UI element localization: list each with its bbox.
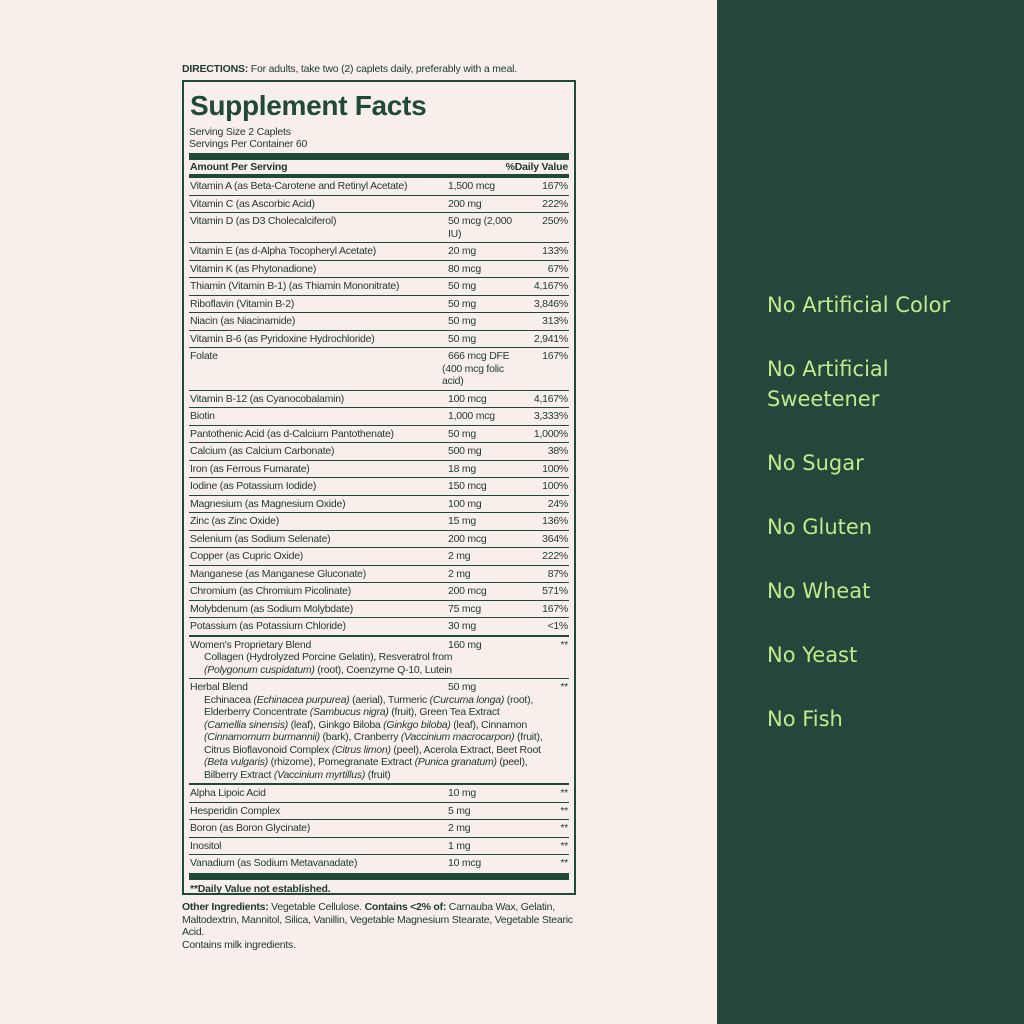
nutrient-name: Iron (as Ferrous Fumarate)	[190, 462, 310, 475]
nutrient-name: Alpha Lipoic Acid	[190, 787, 266, 799]
claim-item: No Artificial Sweetener	[767, 357, 889, 411]
nutrient-dv: 24%	[547, 497, 568, 510]
nutrient-name: Vitamin A (as Beta-Carotene and Retinyl Acetate)	[190, 180, 408, 192]
table-row	[189, 312, 569, 330]
herbal-blend-amount: 50 mg	[448, 681, 476, 693]
nutrient-dv: 67%	[547, 262, 568, 275]
table-row	[189, 565, 569, 583]
nutrient-name: Vitamin C (as Ascorbic Acid)	[190, 197, 315, 210]
claim-item: No Artificial Color	[767, 293, 951, 317]
nutrient-amount	[448, 498, 526, 511]
table-row	[189, 477, 569, 495]
herbal-text: (fruit), Green Tea Extract	[388, 706, 500, 718]
nutrient-name: Vanadium (as Sodium Metavanadate)	[190, 857, 358, 869]
nutrient-amount-value: 50 mg	[448, 297, 476, 310]
nutrient-dv: 3,333%	[533, 410, 568, 422]
herbal-text: (rhizome), Pomegranate Extract	[267, 756, 415, 768]
nutrient-amount	[448, 315, 526, 328]
herbal-latin-name: (Cinnamomum burmannii)	[204, 731, 320, 743]
nutrient-name: Boron (as Boron Glycinate)	[190, 822, 311, 834]
nutrient-amount-value: 50 mg	[448, 427, 476, 440]
table-row	[189, 802, 569, 820]
nutrient-name: Molybdenum (as Sodium Molybdate)	[190, 602, 353, 615]
nutrient-name: Niacin (as Niacinamide)	[190, 315, 296, 327]
herbal-text: (leaf), Ginkgo Biloba	[287, 718, 384, 731]
nutrient-dv: 167%	[542, 350, 568, 362]
nutrient-name: Biotin	[190, 410, 215, 422]
herbal-text: (peel), Acerola Extract, Beet Root	[390, 743, 541, 756]
nutrient-amount-value: 2 mg	[448, 550, 471, 562]
nutrient-name: Riboflavin (Vitamin B-2)	[190, 297, 295, 310]
nutrient-amount-note: (400 mcg folic acid)	[442, 362, 504, 387]
nutrient-dv: 136%	[542, 515, 568, 527]
nutrient-amount-value: 18 mg	[448, 462, 476, 475]
nutrient-name: Manganese (as Manganese Gluconate)	[190, 567, 366, 580]
nutrient-amount: 10 mcg	[448, 857, 481, 869]
nutrient-name: Zinc (as Zinc Oxide)	[190, 515, 279, 527]
directions	[182, 63, 517, 75]
herbal-text: Citrus Bioflavonoid Complex	[204, 743, 332, 756]
nutrient-amount	[448, 245, 526, 258]
nutrient-amount-value: 15 mg	[448, 515, 476, 527]
nutrient-amount	[448, 298, 526, 311]
table-row	[189, 277, 569, 295]
herbal-text: Echinacea	[204, 693, 254, 706]
table-row	[189, 212, 569, 242]
nutrient-dv: 38%	[547, 445, 568, 457]
nutrient-amount: 1 mg	[448, 839, 471, 852]
dv-header: %Daily Value	[505, 161, 568, 173]
nutrient-amount-value: 500 mg	[448, 445, 482, 457]
table-row	[189, 178, 569, 195]
nutrient-name: Magnesium (as Magnesium Oxide)	[190, 497, 346, 510]
nutrient-name: Selenium (as Sodium Selenate)	[190, 532, 331, 545]
nutrient-amount-value: 1,000 mcg	[448, 410, 495, 422]
nutrient-amount-value: 50 mcg (2,000 IU)	[448, 215, 512, 240]
womens-blend-desc-line1: Collagen (Hydrolyzed Porcine Gelatin), Resveratrol from	[204, 651, 453, 663]
nutrient-dv: 2,941%	[533, 332, 568, 345]
nutrient-amount-value: 30 mg	[448, 620, 476, 632]
nutrient-name: Folate	[190, 350, 218, 362]
herbal-blend-line	[204, 731, 568, 744]
nutrient-amount	[442, 350, 526, 388]
nutrient-dv: 4,167%	[533, 392, 568, 405]
nutrient-amount	[448, 410, 526, 423]
herbal-blend-line	[204, 756, 568, 769]
nutrient-amount	[448, 198, 526, 211]
table-row	[189, 347, 569, 390]
table-row	[189, 407, 569, 425]
nutrient-name: Inositol	[190, 839, 222, 852]
womens-blend-name: Women's Proprietary Blend	[190, 638, 312, 651]
nutrient-amount-value: 100 mcg	[448, 392, 487, 405]
nutrient-amount-value: 200 mcg	[448, 532, 487, 545]
nutrient-dv: 364%	[542, 532, 568, 545]
herbal-text: (root),	[504, 693, 533, 706]
claim-item: No Fish	[767, 707, 843, 731]
nutrient-amount	[448, 515, 526, 528]
table-row	[189, 547, 569, 565]
nutrient-amount-value: 200 mcg	[448, 585, 487, 597]
herbal-blend-row	[189, 678, 569, 783]
claims-panel	[717, 0, 1024, 1024]
nutrient-dv: 133%	[542, 245, 568, 257]
claim-item: No Wheat	[767, 579, 871, 603]
womens-blend-amount: 160 mg	[448, 638, 482, 651]
herbal-blend-line	[204, 744, 568, 757]
nutrient-amount	[448, 533, 526, 546]
nutrient-dv: 100%	[542, 480, 568, 492]
table-row	[189, 582, 569, 600]
other-ingredients	[182, 901, 582, 951]
contains-label: Contains <2% of:	[364, 901, 447, 913]
nutrient-amount-value: 200 mg	[448, 197, 482, 210]
table-row	[189, 600, 569, 618]
nutrient-name: Vitamin B-6 (as Pyridoxine Hydrochloride)	[190, 332, 375, 345]
herbal-blend-description	[190, 694, 568, 782]
other-rows	[189, 783, 569, 872]
nutrient-dv: 167%	[542, 180, 568, 192]
nutrient-amount-value: 50 mg	[448, 332, 476, 345]
womens-blend-dv: **	[560, 638, 568, 651]
nutrient-amount	[448, 180, 526, 193]
serving-size: Serving Size 2 Caplets	[189, 126, 291, 138]
herbal-latin-name: (Punica granatum)	[414, 756, 497, 768]
contains-milk: Contains milk ingredients.	[182, 938, 296, 951]
nutrient-amount	[448, 280, 526, 293]
herbal-blend-dv: **	[560, 681, 568, 693]
herbal-text: (bark), Cranberry	[319, 731, 401, 743]
nutrient-amount	[448, 585, 526, 598]
table-row	[189, 425, 569, 443]
nutrient-name: Copper (as Cupric Oxide)	[190, 550, 304, 562]
herbal-latin-name: (Citrus limon)	[331, 743, 391, 756]
nutrient-dv: <1%	[547, 620, 568, 632]
nutrient-amount	[448, 393, 526, 406]
nutrient-amount-value: 75 mcg	[448, 602, 481, 615]
nutrient-amount: 5 mg	[448, 804, 471, 817]
other-ingredients-text1: Vegetable Cellulose.	[268, 901, 365, 913]
nutrient-dv: 222%	[542, 197, 568, 210]
directions-text: For adults, take two (2) caplets daily, preferably with a meal.	[248, 63, 517, 75]
nutrient-dv: 250%	[542, 215, 568, 227]
nutrient-amount	[448, 550, 526, 563]
nutrient-name: Calcium (as Calcium Carbonate)	[190, 445, 335, 457]
nutrient-amount-value: 50 mg	[448, 280, 476, 292]
table-row	[189, 242, 569, 260]
nutrient-name: Vitamin E (as d-Alpha Tocopheryl Acetate)	[190, 245, 377, 257]
amount-header: Amount Per Serving	[190, 161, 288, 173]
claims-list	[767, 290, 1007, 734]
womens-blend-desc-line2: (root), Coenzyme Q-10, Lutein	[314, 663, 452, 676]
herbal-latin-name: (Echinacea purpurea)	[253, 693, 350, 706]
nutrient-amount	[448, 215, 526, 240]
divider-bottom	[189, 873, 569, 880]
herbal-blend-line	[204, 706, 568, 719]
nutrient-name: Vitamin D (as D3 Cholecalciferol)	[190, 215, 337, 227]
herbal-latin-name: (Curcuma longa)	[429, 693, 505, 706]
nutrient-name: Potassium (as Potassium Chloride)	[190, 620, 346, 632]
table-row	[189, 495, 569, 513]
claim-item: No Yeast	[767, 643, 858, 667]
nutrient-dv: **	[560, 839, 568, 852]
herbal-text: (peel),	[496, 756, 528, 768]
divider-thick	[189, 153, 569, 160]
nutrient-amount	[448, 263, 526, 276]
herbal-text: (aerial), Turmeric	[349, 693, 430, 706]
herbal-text: (fruit)	[365, 768, 391, 781]
table-row	[189, 195, 569, 213]
herbal-blend-line	[204, 719, 568, 732]
nutrient-name: Iodine (as Potassium Iodide)	[190, 480, 317, 492]
nutrient-amount-value: 1,500 mcg	[448, 180, 495, 192]
directions-label: DIRECTIONS:	[182, 63, 249, 75]
nutrient-amount-value: 150 mcg	[448, 480, 487, 492]
herbal-text: (leaf), Cinnamon	[450, 718, 527, 731]
nutrient-amount	[448, 603, 526, 616]
nutrient-name: Hesperidin Complex	[190, 804, 281, 817]
herbal-blend-line	[204, 769, 568, 782]
nutrient-amount-value: 666 mcg DFE	[448, 350, 510, 362]
herbal-latin-name: (Camellia sinensis)	[204, 718, 288, 731]
herbal-blend-name: Herbal Blend	[190, 681, 248, 693]
nutrient-name: Chromium (as Chromium Picolinate)	[190, 585, 351, 597]
nutrient-dv: 222%	[542, 550, 568, 562]
nutrient-amount	[448, 620, 526, 633]
nutrient-amount-value: 20 mg	[448, 245, 476, 257]
womens-blend-desc-italic: (Polygonum cuspidatum)	[204, 663, 315, 676]
facts-header-row	[189, 160, 569, 174]
herbal-text: Bilberry Extract	[204, 768, 274, 781]
herbal-latin-name: (Sambucus nigra)	[309, 706, 389, 718]
nutrient-amount: 2 mg	[448, 822, 471, 834]
table-row	[189, 460, 569, 478]
nutrient-amount-value: 2 mg	[448, 567, 471, 580]
table-row	[189, 837, 569, 855]
nutrient-dv: **	[560, 787, 568, 799]
nutrient-name: Vitamin B-12 (as Cyanocobalamin)	[190, 392, 345, 405]
facts-title: Supplement Facts	[190, 90, 427, 121]
table-row	[189, 295, 569, 313]
nutrient-rows	[189, 178, 569, 635]
herbal-latin-name: (Vaccinium macrocarpon)	[400, 731, 515, 743]
table-row	[189, 819, 569, 837]
table-row	[189, 617, 569, 635]
herbal-latin-name: (Beta vulgaris)	[204, 756, 268, 768]
nutrient-amount	[448, 428, 526, 441]
other-ingredients-text2: Carnauba Wax, Gelatin, Maltodextrin, Mannitol, Silica, Vanillin, Vegetable Magnesium Stearate, Vegetable Stearic Acid.	[182, 901, 573, 938]
table-row	[189, 512, 569, 530]
claim-item: No Sugar	[767, 451, 864, 475]
nutrient-amount-value: 50 mg	[448, 315, 476, 327]
womens-blend-row	[189, 635, 569, 679]
nutrient-dv: 3,846%	[533, 297, 568, 310]
nutrient-dv: 4,167%	[533, 280, 568, 292]
claim-item: No Gluten	[767, 515, 873, 539]
nutrient-dv: 167%	[542, 602, 568, 615]
herbal-latin-name: (Vaccinium myrtillus)	[273, 768, 366, 781]
nutrient-dv: 87%	[547, 567, 568, 580]
table-row	[189, 442, 569, 460]
nutrient-dv: **	[560, 822, 568, 834]
table-row	[189, 330, 569, 348]
table-row	[189, 854, 569, 872]
nutrient-dv: 100%	[542, 462, 568, 475]
nutrient-amount: 10 mg	[448, 787, 476, 799]
nutrient-name: Pantothenic Acid (as d-Calcium Pantothenate)	[190, 427, 394, 440]
table-row	[189, 783, 569, 802]
supplement-facts-panel	[182, 80, 576, 895]
herbal-text: Elderberry Concentrate	[204, 706, 310, 718]
herbal-latin-name: (Ginkgo biloba)	[383, 718, 451, 731]
nutrient-name: Vitamin K (as Phytonadione)	[190, 262, 317, 275]
nutrient-dv: **	[560, 804, 568, 817]
nutrient-amount-value: 80 mcg	[448, 262, 481, 275]
table-row	[189, 260, 569, 278]
nutrient-dv: 571%	[542, 585, 568, 597]
servings-per-container: Servings Per Container 60	[189, 138, 308, 150]
herbal-blend-line	[204, 694, 568, 707]
nutrient-dv: 313%	[542, 315, 568, 327]
womens-blend-description	[190, 651, 568, 676]
herbal-text: (fruit),	[514, 731, 543, 743]
nutrient-dv: **	[560, 857, 568, 869]
table-row	[189, 530, 569, 548]
other-ingredients-label: Other Ingredients:	[182, 901, 269, 913]
nutrient-dv: 1,000%	[533, 427, 568, 440]
nutrient-amount	[448, 445, 526, 458]
table-row	[189, 390, 569, 408]
nutrient-amount	[448, 568, 526, 581]
nutrient-amount	[448, 333, 526, 346]
footnote: **Daily Value not established.	[190, 882, 331, 895]
nutrient-amount	[448, 463, 526, 476]
nutrient-name: Thiamin (Vitamin B-1) (as Thiamin Mononitrate)	[190, 280, 400, 292]
nutrient-amount	[448, 480, 526, 493]
nutrient-amount-value: 100 mg	[448, 497, 482, 510]
